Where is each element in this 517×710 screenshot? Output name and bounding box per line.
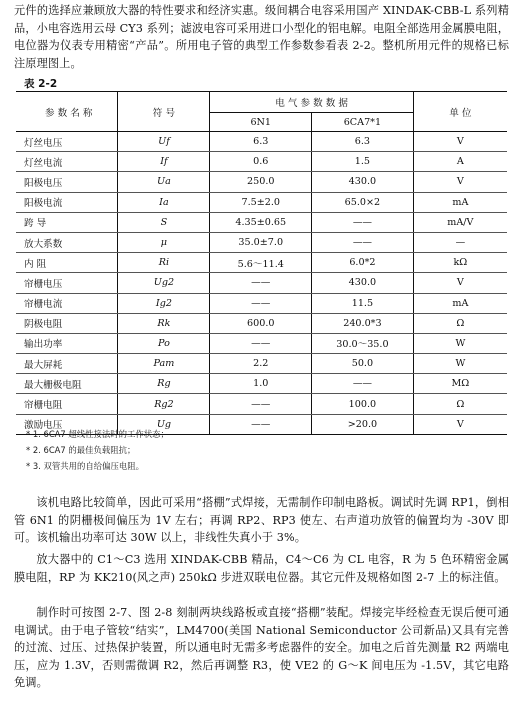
value-6n1-cell: 600.0 [210, 313, 312, 333]
unit-cell: — [413, 232, 507, 252]
table-row [16, 293, 507, 313]
paragraph-3: 制作时可按图 2-7、图 2-8 刻制两块线路板或直接“搭棚”装配。焊接完毕经检查无误后便可通电调试。由于电子管较“结实”，LM4700(美国 National Semiconductor 公司新品)又具有完善的过流、过压、过热保护装置，所以通电时无需多考虑器件的安全。加电之后首先测量 R2 两端电压，应为 1.3V，否则需微调 R2，然后再调整 R3，使 VE2 的 G～K 间电压为 -1.5V，其它电路免调。 [14, 606, 509, 690]
unit-cell: mA/V [413, 212, 507, 232]
intro-paragraph: 元件的选择应兼顾放大器的特性要求和经济实惠。级间耦合电容采用国产 XINDAK-CBB-L 系列精品，小电容选用云母 CY3 系列；滤波电容可采用进口小型化的铝电解。电阻全部选用金属膜电阻，电位器为仪表专用精密“产品”。所用电子管的典型工作参数参看表 2-2。整机所用元件的规格已标注原理图上。 [14, 4, 509, 70]
unit-cell: mA [413, 192, 507, 212]
value-6ca7-cell: —— [312, 232, 414, 252]
unit-cell: V [413, 414, 507, 434]
symbol-cell: Ug [118, 414, 210, 434]
value-6n1-cell: 35.0±7.0 [210, 232, 312, 252]
symbol-cell: Uf [118, 132, 210, 152]
symbol-cell: Rg2 [118, 394, 210, 414]
unit-cell: W [413, 354, 507, 374]
value-6n1-cell: —— [210, 273, 312, 293]
value-6n1-cell: 2.2 [210, 354, 312, 374]
value-6ca7-cell: 50.0 [312, 354, 414, 374]
param-name-cell: 最大屏耗 [16, 354, 118, 374]
value-6ca7-cell: 240.0*3 [312, 313, 414, 333]
value-6n1-cell: —— [210, 394, 312, 414]
unit-cell: V [413, 132, 507, 152]
header-symbol: 符 号 [118, 92, 210, 132]
value-6ca7-cell: 100.0 [312, 394, 414, 414]
unit-cell: MΩ [413, 374, 507, 394]
table-row [16, 152, 507, 172]
value-6n1-cell: —— [210, 333, 312, 353]
table-row [16, 394, 507, 414]
note-2: * 2. 6CA7 的最佳负载阻抗； [26, 445, 136, 455]
table-row [16, 253, 507, 273]
value-6n1-cell: 6.3 [210, 132, 312, 152]
table-row [16, 172, 507, 192]
value-6n1-cell: 5.6～11.4 [210, 253, 312, 273]
symbol-cell: Ug2 [118, 273, 210, 293]
unit-cell: A [413, 152, 507, 172]
value-6ca7-cell: —— [312, 374, 414, 394]
unit-cell: V [413, 172, 507, 192]
paragraph-2: 放大器中的 C1～C3 选用 XINDAK-CBB 精品，C4～C6 为 CL 电容，R 为 5 色环精密金属膜电阻，RP 为 KK210(风之声) 250kΩ 步进双联电位器。其它元件及规格如图 2-7 上的标注值。 [14, 553, 509, 584]
value-6ca7-cell: >20.0 [312, 414, 414, 434]
header-tube1: 6N1 [210, 113, 312, 132]
value-6ca7-cell: 65.0×2 [312, 192, 414, 212]
header-group: 电 气 参 数 数 据 [210, 92, 413, 113]
symbol-cell: Ig2 [118, 293, 210, 313]
unit-cell: Ω [413, 394, 507, 414]
value-6ca7-cell: 30.0～35.0 [312, 333, 414, 353]
param-name-cell: 帘栅电流 [16, 293, 118, 313]
unit-cell: mA [413, 293, 507, 313]
table-row [16, 354, 507, 374]
param-name-cell: 激励电压 [16, 414, 118, 434]
symbol-cell: If [118, 152, 210, 172]
value-6ca7-cell: 6.3 [312, 132, 414, 152]
table-row [16, 333, 507, 353]
header-tube2: 6CA7*1 [312, 113, 414, 132]
symbol-cell: Ia [118, 192, 210, 212]
note-3: * 3. 双管共用的自给偏压电阻。 [26, 461, 145, 471]
param-name-cell: 阴极电阻 [16, 313, 118, 333]
table-notes [26, 426, 169, 474]
param-name-cell: 帘栅电压 [16, 273, 118, 293]
value-6ca7-cell: 6.0*2 [312, 253, 414, 273]
value-6n1-cell: —— [210, 414, 312, 434]
value-6n1-cell: 0.6 [210, 152, 312, 172]
param-name-cell: 阳极电流 [16, 192, 118, 212]
table-row [16, 273, 507, 293]
table-body [16, 132, 507, 435]
unit-cell: W [413, 333, 507, 353]
value-6ca7-cell: —— [312, 212, 414, 232]
param-name-cell: 阳极电压 [16, 172, 118, 192]
param-name-cell: 输出功率 [16, 333, 118, 353]
param-name-cell: 内 阻 [16, 253, 118, 273]
symbol-cell: Pam [118, 354, 210, 374]
symbol-cell: Ri [118, 253, 210, 273]
symbol-cell: Rk [118, 313, 210, 333]
note-1: * 1. 6CA7 超线性接法时的工作状态； [26, 429, 169, 439]
header-param: 参 数 名 称 [16, 92, 118, 132]
unit-cell: kΩ [413, 253, 507, 273]
value-6ca7-cell: 11.5 [312, 293, 414, 313]
param-name-cell: 最大栅极电阻 [16, 374, 118, 394]
value-6ca7-cell: 1.5 [312, 152, 414, 172]
unit-cell: Ω [413, 313, 507, 333]
param-name-cell: 帘栅电阻 [16, 394, 118, 414]
table-row [16, 192, 507, 212]
value-6ca7-cell: 430.0 [312, 172, 414, 192]
symbol-cell: μ [118, 232, 210, 252]
param-name-cell: 跨 导 [16, 212, 118, 232]
table-label: 表 2-2 [24, 78, 58, 90]
header-unit: 单 位 [413, 92, 507, 132]
table-row [16, 132, 507, 152]
param-name-cell: 放大系数 [16, 232, 118, 252]
param-name-cell: 灯丝电流 [16, 152, 118, 172]
value-6n1-cell: 7.5±2.0 [210, 192, 312, 212]
symbol-cell: S [118, 212, 210, 232]
table-row [16, 212, 507, 232]
value-6n1-cell: 250.0 [210, 172, 312, 192]
value-6n1-cell: 4.35±0.65 [210, 212, 312, 232]
symbol-cell: Po [118, 333, 210, 353]
table-row [16, 232, 507, 252]
value-6n1-cell: —— [210, 293, 312, 313]
param-name-cell: 灯丝电压 [16, 132, 118, 152]
symbol-cell: Rg [118, 374, 210, 394]
table-row [16, 313, 507, 333]
table-row [16, 374, 507, 394]
value-6ca7-cell: 430.0 [312, 273, 414, 293]
paragraph-1: 该机电路比较简单，因此可采用“搭棚”式焊接，无需制作印制电路板。调试时先调 RP1，倒相管 6N1 的阴栅极间偏压为 1V 左右；再调 RP2、RP3 使左、右声道功放管的偏置均为 -30V 即可。该机输出功率可达 30W 以上，非线性失真小于 3%。 [14, 496, 509, 545]
unit-cell: V [413, 273, 507, 293]
value-6n1-cell: 1.0 [210, 374, 312, 394]
parameter-table [16, 91, 507, 435]
symbol-cell: Ua [118, 172, 210, 192]
